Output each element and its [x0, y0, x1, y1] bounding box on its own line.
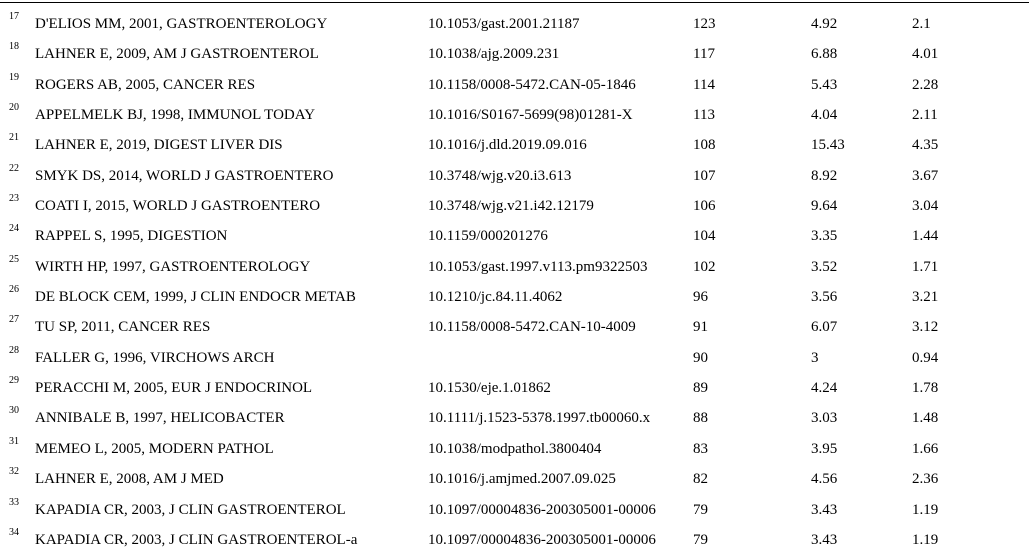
table-top-rule	[0, 2, 1029, 3]
reference-cell: COATI I, 2015, WORLD J GASTROENTERO	[35, 198, 321, 215]
tc-per-year-cell: 8.92	[811, 167, 838, 184]
doi-cell: 10.1159/000201276	[428, 228, 548, 245]
row-number: 17	[9, 11, 19, 22]
table-row	[0, 100, 1029, 130]
tc-per-year-cell: 9.64	[811, 198, 838, 215]
row-number: 22	[9, 162, 19, 174]
tc-per-year-cell: 3.03	[811, 410, 838, 427]
tc-per-year-cell: 3.52	[811, 258, 838, 275]
table-row	[0, 312, 1029, 342]
row-number: 29	[9, 375, 19, 387]
normalized-tc-cell: 1.19	[912, 501, 939, 518]
total-citations-cell: 89	[693, 380, 708, 397]
tc-per-year-cell: 4.04	[811, 107, 838, 124]
table-row	[0, 282, 1029, 312]
tc-per-year-cell: 3.43	[811, 501, 838, 518]
row-number: 25	[9, 253, 19, 265]
reference-cell: WIRTH HP, 1997, GASTROENTEROLOGY	[35, 258, 311, 275]
normalized-tc-cell: 3.67	[912, 167, 939, 184]
reference-cell: LAHNER E, 2009, AM J GASTROENTEROL	[35, 46, 319, 63]
normalized-tc-cell: 1.78	[912, 380, 939, 397]
normalized-tc-cell: 1.19	[912, 531, 939, 548]
row-number: 20	[9, 102, 19, 114]
total-citations-cell: 117	[693, 46, 715, 63]
total-citations-cell: 79	[693, 501, 708, 518]
total-citations-cell: 102	[693, 258, 716, 275]
tc-per-year-cell: 3.95	[811, 440, 838, 457]
table-row	[0, 39, 1029, 69]
doi-cell: 10.1016/S0167-5699(98)01281-X	[428, 107, 633, 124]
tc-per-year-cell: 4.24	[811, 380, 838, 397]
doi-cell: 10.1097/00004836-200305001-00006	[428, 501, 656, 518]
reference-cell: ROGERS AB, 2005, CANCER RES	[35, 76, 256, 93]
row-number: 23	[9, 193, 19, 205]
tc-per-year-cell: 4.56	[811, 471, 838, 488]
normalized-tc-cell: 3.04	[912, 198, 939, 215]
normalized-tc-cell: 3.21	[912, 289, 939, 306]
row-number: 19	[9, 71, 19, 83]
reference-cell: PERACCHI M, 2005, EUR J ENDOCRINOL	[35, 380, 313, 397]
doi-cell: 10.1097/00004836-200305001-00006	[428, 531, 656, 548]
table-row	[0, 495, 1029, 525]
tc-per-year-cell: 3.56	[811, 289, 838, 306]
tc-per-year-cell: 3.43	[811, 531, 838, 548]
total-citations-cell: 82	[693, 471, 708, 488]
reference-cell: LAHNER E, 2019, DIGEST LIVER DIS	[35, 137, 283, 154]
doi-cell: 10.1038/modpathol.3800404	[428, 440, 602, 457]
total-citations-cell: 123	[693, 16, 716, 32]
total-citations-cell: 90	[693, 349, 708, 366]
row-number: 28	[9, 344, 19, 356]
doi-cell: 10.1053/gast.2001.21187	[428, 16, 580, 32]
table-row	[0, 191, 1029, 221]
reference-cell: APPELMELK BJ, 1998, IMMUNOL TODAY	[35, 107, 316, 124]
normalized-tc-cell: 2.28	[912, 76, 939, 93]
doi-cell: 10.1210/jc.84.11.4062	[428, 289, 563, 306]
total-citations-cell: 96	[693, 289, 708, 306]
total-citations-cell: 88	[693, 410, 708, 427]
row-number: 21	[9, 132, 19, 144]
doi-cell: 10.1158/0008-5472.CAN-05-1846	[428, 76, 636, 93]
doi-cell: 10.1158/0008-5472.CAN-10-4009	[428, 319, 636, 336]
table-row	[0, 343, 1029, 373]
tc-per-year-cell: 3	[811, 349, 819, 366]
row-number: 18	[9, 41, 19, 53]
total-citations-cell: 108	[693, 137, 716, 154]
table-row	[0, 525, 1029, 555]
normalized-tc-cell: 4.01	[912, 46, 939, 63]
reference-cell: TU SP, 2011, CANCER RES	[35, 319, 211, 336]
table-row	[0, 70, 1029, 100]
reference-cell: D'ELIOS MM, 2001, GASTROENTEROLOGY	[35, 16, 328, 32]
table-row	[0, 434, 1029, 464]
normalized-tc-cell: 1.71	[912, 258, 939, 275]
doi-cell: 10.3748/wjg.v20.i3.613	[428, 167, 572, 184]
normalized-tc-cell: 0.94	[912, 349, 939, 366]
table-row	[0, 9, 1029, 39]
row-number: 32	[9, 466, 19, 478]
row-number: 31	[9, 435, 19, 447]
normalized-tc-cell: 2.1	[912, 16, 931, 32]
doi-cell: 10.1111/j.1523-5378.1997.tb00060.x	[428, 410, 651, 427]
doi-cell: 10.1038/ajg.2009.231	[428, 46, 560, 63]
tc-per-year-cell: 15.43	[811, 137, 845, 154]
row-number: 33	[9, 496, 19, 508]
normalized-tc-cell: 4.35	[912, 137, 939, 154]
total-citations-cell: 79	[693, 531, 708, 548]
reference-cell: DE BLOCK CEM, 1999, J CLIN ENDOCR METAB	[35, 289, 356, 306]
reference-cell: RAPPEL S, 1995, DIGESTION	[35, 228, 228, 245]
tc-per-year-cell: 6.88	[811, 46, 838, 63]
doi-cell: 10.1053/gast.1997.v113.pm9322503	[428, 258, 648, 275]
normalized-tc-cell: 2.11	[912, 107, 938, 124]
tc-per-year-cell: 4.92	[811, 16, 838, 32]
table-row	[0, 252, 1029, 282]
tc-per-year-cell: 5.43	[811, 76, 838, 93]
normalized-tc-cell: 2.36	[912, 471, 939, 488]
total-citations-cell: 91	[693, 319, 708, 336]
doi-cell: 10.1016/j.dld.2019.09.016	[428, 137, 587, 154]
normalized-tc-cell: 1.66	[912, 440, 939, 457]
row-number: 24	[9, 223, 19, 235]
tc-per-year-cell: 6.07	[811, 319, 838, 336]
reference-cell: KAPADIA CR, 2003, J CLIN GASTROENTEROL	[35, 501, 346, 518]
table-row	[0, 464, 1029, 494]
total-citations-cell: 114	[693, 76, 715, 93]
doi-cell: 10.3748/wjg.v21.i42.12179	[428, 198, 594, 215]
row-number: 34	[9, 526, 19, 538]
table-row	[0, 221, 1029, 251]
table-row	[0, 130, 1029, 160]
reference-cell: KAPADIA CR, 2003, J CLIN GASTROENTEROL-a	[35, 531, 358, 548]
citation-table	[0, 9, 1029, 555]
reference-cell: MEMEO L, 2005, MODERN PATHOL	[35, 440, 274, 457]
reference-cell: LAHNER E, 2008, AM J MED	[35, 471, 224, 488]
total-citations-cell: 106	[693, 198, 716, 215]
table-row	[0, 161, 1029, 191]
normalized-tc-cell: 1.44	[912, 228, 939, 245]
doi-cell: 10.1016/j.amjmed.2007.09.025	[428, 471, 616, 488]
total-citations-cell: 83	[693, 440, 708, 457]
total-citations-cell: 104	[693, 228, 716, 245]
row-number: 27	[9, 314, 19, 326]
row-number: 30	[9, 405, 19, 417]
row-number: 26	[9, 284, 19, 296]
normalized-tc-cell: 3.12	[912, 319, 939, 336]
total-citations-cell: 113	[693, 107, 715, 124]
table-row	[0, 373, 1029, 403]
reference-cell: SMYK DS, 2014, WORLD J GASTROENTERO	[35, 167, 334, 184]
normalized-tc-cell: 1.48	[912, 410, 939, 427]
tc-per-year-cell: 3.35	[811, 228, 838, 245]
reference-cell: FALLER G, 1996, VIRCHOWS ARCH	[35, 349, 275, 366]
doi-cell: 10.1530/eje.1.01862	[428, 380, 551, 397]
total-citations-cell: 107	[693, 167, 716, 184]
reference-cell: ANNIBALE B, 1997, HELICOBACTER	[35, 410, 285, 427]
table-row	[0, 403, 1029, 433]
